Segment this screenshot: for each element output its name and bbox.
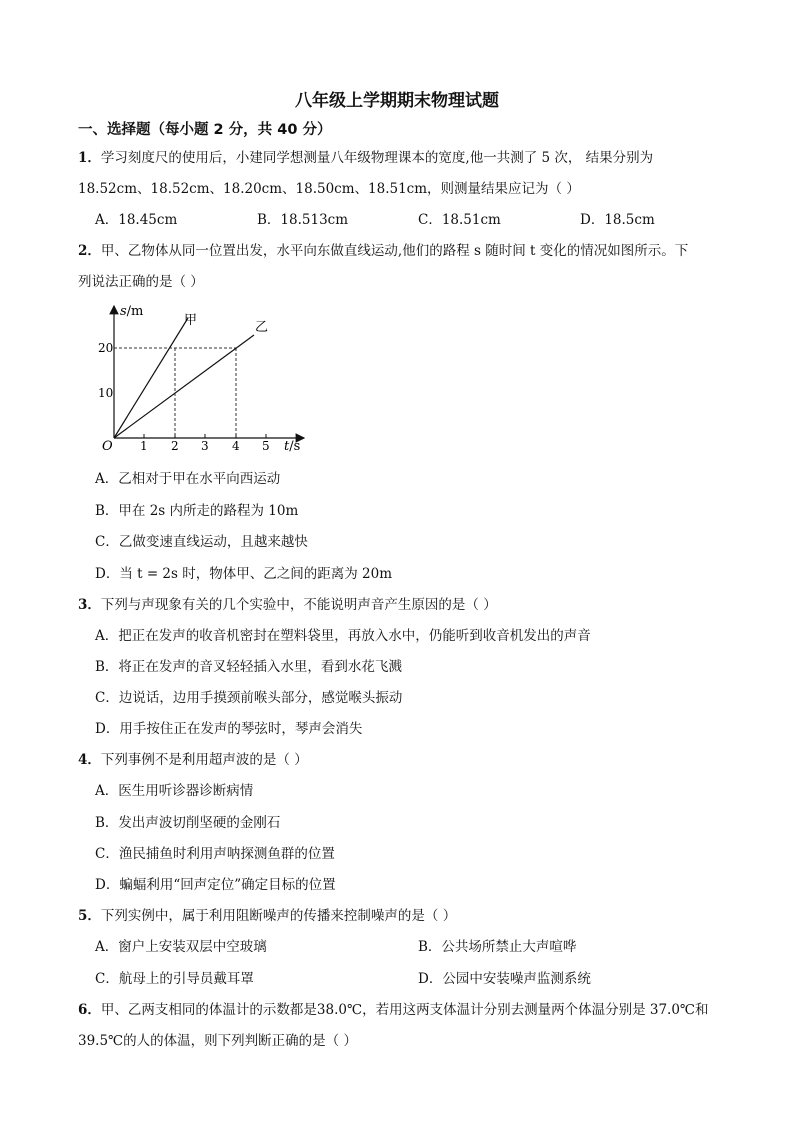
y-tick-label: 10 — [98, 386, 114, 400]
q2-option-d: D．当 t = 2s 时，物体甲、乙之间的距离为 20m — [95, 566, 393, 582]
question-number: 3． — [78, 597, 101, 613]
line-jia-label: 甲 — [184, 313, 198, 328]
question-text: 学习刻度尺的使用后，小建同学想测量八年级物理课本的宽度,他一共测了 5 次， 结果分别为 — [100, 150, 654, 166]
q4-option-c: C．渔民捕鱼时利用声呐探测鱼群的位置 — [95, 846, 335, 862]
question-1 — [78, 146, 653, 166]
question-6 — [78, 998, 709, 1018]
question-2-line-2: 列说法正确的是（ ） — [78, 274, 204, 290]
y-axis-quantity: s — [120, 304, 127, 319]
y-tick-label: 20 — [98, 341, 114, 355]
x-axis-unit: /s — [289, 439, 301, 454]
line-jia — [114, 318, 188, 438]
question-text: 甲、乙物体从同一位置出发，水平向东做直线运动,他们的路程 s 随时间 t 变化的情况如图所示。下 — [100, 243, 689, 259]
x-tick-label: 3 — [201, 439, 209, 453]
q1-option-b: B．18.513cm — [257, 212, 349, 228]
section-heading: 一、选择题（每小题 2 分，共 40 分） — [78, 122, 332, 138]
question-5 — [78, 904, 456, 924]
y-axis-unit: /m — [126, 304, 144, 319]
y-axis-label — [120, 304, 143, 319]
question-text: 甲、乙两支相同的体温计的示数都是38.0℃，若用这两支体温计分别去测量两个体温分别是 37.0℃和 — [100, 1002, 709, 1018]
question-text: 下列事例不是利用超声波的是（ ） — [100, 752, 308, 768]
question-text: 下列实例中，属于利用阻断噪声的传播来控制噪声的是（ ） — [100, 908, 457, 924]
x-tick-label: 4 — [232, 439, 240, 453]
q3-option-c: C．边说话，边用手摸颈前喉头部分，感觉喉头振动 — [95, 690, 403, 706]
q5-option-d: D．公园中安装噪声监测系统 — [418, 971, 591, 987]
x-tick-label: 2 — [171, 439, 179, 453]
question-text: 下列与声现象有关的几个实验中，不能说明声音产生原因的是（ ） — [100, 597, 497, 613]
q5-option-c: C．航母上的引导员戴耳罩 — [95, 971, 254, 987]
x-tick-label: 5 — [262, 439, 270, 453]
question-3 — [78, 593, 497, 613]
q4-option-a: A．医生用听诊器诊断病情 — [95, 783, 254, 799]
q3-option-d: D．用手按住正在发声的琴弦时，琴声会消失 — [95, 721, 363, 737]
q2-option-c: C．乙做变速直线运动，且越来越快 — [95, 534, 308, 550]
q5-option-a: A．窗户上安装双层中空玻璃 — [95, 939, 267, 955]
question-number: 1． — [78, 150, 101, 166]
q2-option-a: A．乙相对于甲在水平向西运动 — [95, 471, 281, 487]
q1-option-d: D．18.5cm — [580, 212, 655, 228]
question-1-line-2: 18.52cm、18.52cm、18.20cm、18.50cm、18.51cm，则测量结果应记为（ ） — [78, 181, 580, 197]
origin-label: O — [102, 439, 113, 454]
x-tick-label: 1 — [140, 439, 148, 453]
line-yi-label: 乙 — [255, 320, 269, 335]
question-number: 2． — [78, 243, 101, 259]
question-4 — [78, 748, 308, 768]
q1-option-a: A．18.45cm — [95, 212, 178, 228]
question-6-line-2: 39.5℃的人的体温，则下列判断正确的是（ ） — [78, 1033, 357, 1049]
question-number: 5． — [78, 908, 101, 924]
x-axis-label — [284, 439, 300, 454]
question-number: 4． — [78, 752, 101, 768]
x-axis-quantity: t — [284, 439, 290, 454]
page-title: 八年级上学期期末物理试题 — [295, 91, 499, 111]
question-number: 6． — [78, 1002, 101, 1018]
distance-time-graph — [92, 298, 322, 463]
q4-option-d: D．蝙蝠利用“回声定位”确定目标的位置 — [95, 877, 336, 893]
q1-option-c: C．18.51cm — [418, 212, 501, 228]
q2-option-b: B．甲在 2s 内所走的路程为 10m — [95, 503, 299, 519]
line-yi — [114, 335, 254, 438]
q4-option-b: B．发出声波切削坚硬的金刚石 — [95, 815, 281, 831]
q3-option-a: A．把正在发声的收音机密封在塑料袋里，再放入水中，仍能听到收音机发出的声音 — [95, 628, 591, 644]
q5-option-b: B．公共场所禁止大声喧哗 — [418, 939, 577, 955]
q3-option-b: B．将正在发声的音叉轻轻插入水里，看到水花飞溅 — [95, 659, 402, 675]
question-2 — [78, 239, 688, 259]
